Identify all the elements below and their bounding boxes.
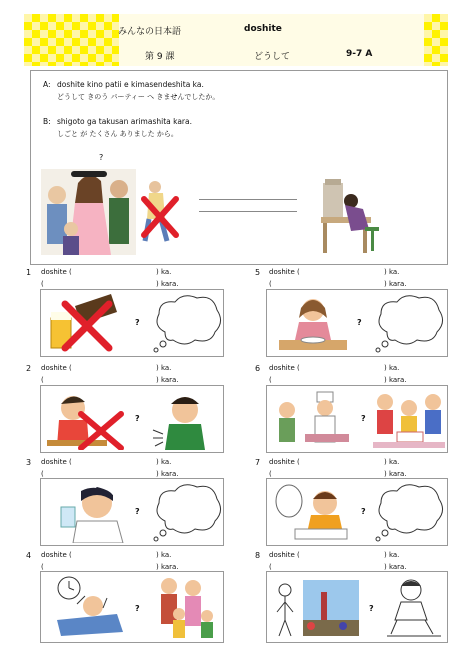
example-b-japanese: しごと が たくさん ありました から。 xyxy=(57,130,178,138)
question-mark: ? xyxy=(135,414,140,423)
example-a-label: A: xyxy=(43,80,51,89)
crossed-out-person-illustration xyxy=(139,179,181,245)
header-jp-title: どうして xyxy=(254,52,291,62)
question-line-end: ) ka. xyxy=(384,551,400,559)
answer-line-end: ) kara. xyxy=(384,563,407,571)
answer-line-end: ) kara. xyxy=(156,563,179,571)
exercise-number: 3 xyxy=(26,458,32,467)
header-romaji-title: doshite xyxy=(244,24,282,34)
boy-drinking-illustration xyxy=(47,481,131,543)
birthday-party-illustration xyxy=(371,388,447,450)
crossed-out-beer-illustration xyxy=(45,292,125,354)
man-and-photo-illustration xyxy=(273,576,363,640)
question-mark: ? xyxy=(135,507,140,516)
exercise-number: 1 xyxy=(26,268,32,277)
exercise-5-box xyxy=(266,289,448,357)
thought-bubble xyxy=(149,292,223,354)
header-textbook-title: みんなの日本語 xyxy=(118,27,182,37)
question-line-start: doshite ( xyxy=(269,458,300,466)
question-line-start: doshite ( xyxy=(269,268,300,276)
thought-bubble xyxy=(371,292,445,354)
question-line-start: doshite ( xyxy=(41,364,72,372)
question-mark: ? xyxy=(135,604,140,613)
party-crowd-illustration xyxy=(41,169,136,255)
question-line-start: doshite ( xyxy=(41,551,72,559)
answer-line-start: ( xyxy=(269,563,272,571)
worksheet-header xyxy=(24,14,448,66)
question-mark: ? xyxy=(361,507,366,516)
question-mark: ? xyxy=(135,318,140,327)
header-lesson: 第 9 課 xyxy=(145,52,175,62)
family-outing-illustration xyxy=(149,574,221,640)
answer-line-end: ) kara. xyxy=(156,376,179,384)
answer-line xyxy=(199,211,297,212)
thought-bubble xyxy=(371,481,445,543)
exercise-4-box xyxy=(40,571,224,643)
example-b-romaji: shigoto ga takusan arimashita kara. xyxy=(57,117,192,126)
answer-line-end: ) kara. xyxy=(156,470,179,478)
exercise-2-box xyxy=(40,385,224,453)
thought-bubble xyxy=(149,481,223,543)
answer-line-end: ) kara. xyxy=(384,470,407,478)
answer-line-start: ( xyxy=(41,470,44,478)
answer-line-end: ) kara. xyxy=(156,280,179,288)
example-b-label: B: xyxy=(43,117,51,126)
question-line-start: doshite ( xyxy=(269,364,300,372)
answer-line-start: ( xyxy=(269,376,272,384)
exercise-6-box xyxy=(266,385,448,453)
exercise-number: 5 xyxy=(255,268,261,277)
chef-and-cake-illustration xyxy=(271,388,361,450)
answer-line-start: ( xyxy=(41,563,44,571)
example-question-mark: ? xyxy=(99,153,104,162)
example-a-japanese: どうして きのう パーティー へ きませんでしたか。 xyxy=(57,93,220,101)
exercise-number: 4 xyxy=(26,551,32,560)
child-not-eating-illustration xyxy=(45,388,129,450)
woman-eating-illustration xyxy=(273,292,353,354)
question-line-end: ) ka. xyxy=(156,458,172,466)
exercise-number: 2 xyxy=(26,364,32,373)
question-line-end: ) ka. xyxy=(384,364,400,372)
question-mark: ? xyxy=(369,604,374,613)
question-mark: ? xyxy=(357,318,362,327)
boy-studying-illustration xyxy=(273,481,357,543)
answer-line-start: ( xyxy=(269,470,272,478)
exercise-number: 8 xyxy=(255,551,261,560)
question-line-start: doshite ( xyxy=(41,268,72,276)
answer-line xyxy=(199,199,297,200)
sad-boy-sitting-illustration xyxy=(383,576,445,640)
question-line-end: ) ka. xyxy=(384,268,400,276)
example-box xyxy=(30,70,448,265)
answer-line-start: ( xyxy=(269,280,272,288)
answer-line-end: ) kara. xyxy=(384,280,407,288)
question-mark: ? xyxy=(361,414,366,423)
oversleeping-man-illustration xyxy=(47,574,131,640)
answer-line-end: ) kara. xyxy=(384,376,407,384)
example-a-romaji: doshite kino patii e kimasendeshita ka. xyxy=(57,80,204,89)
exercise-8-box xyxy=(266,571,448,643)
office-worker-illustration xyxy=(319,171,391,255)
question-line-start: doshite ( xyxy=(269,551,300,559)
question-line-end: ) ka. xyxy=(156,551,172,559)
exercise-number: 7 xyxy=(255,458,261,467)
question-line-end: ) ka. xyxy=(156,268,172,276)
question-line-end: ) ka. xyxy=(156,364,172,372)
question-line-start: doshite ( xyxy=(41,458,72,466)
answer-line-start: ( xyxy=(41,280,44,288)
exercise-7-box xyxy=(266,478,448,546)
sick-child-illustration xyxy=(151,390,217,450)
question-line-end: ) ka. xyxy=(384,458,400,466)
answer-line-start: ( xyxy=(41,376,44,384)
exercise-number: 6 xyxy=(255,364,261,373)
exercise-1-box xyxy=(40,289,224,357)
exercise-3-box xyxy=(40,478,224,546)
header-code: 9-7 A xyxy=(346,49,373,59)
